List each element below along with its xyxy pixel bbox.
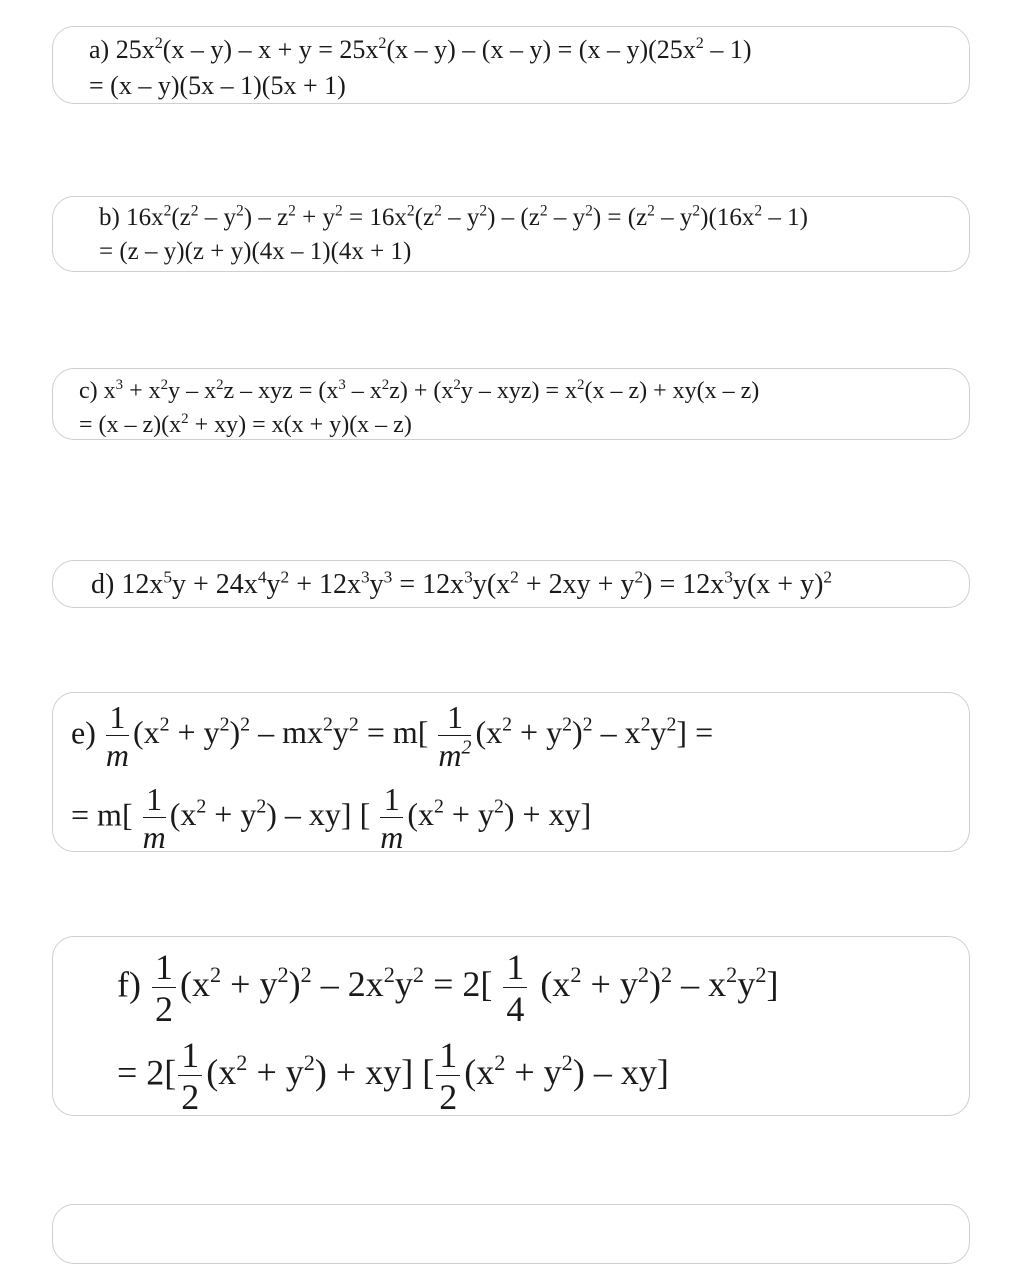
problem-f-label: f)	[117, 964, 141, 1005]
fraction-1-over-2: $\frac{1}{2}$	[152, 949, 176, 1027]
problem-a-line-2: = (x – y)(5x – 1)(5x + 1)	[89, 71, 346, 100]
problem-f-box	[52, 936, 970, 1116]
problem-d-line-1: d) $12x^5y + 24x^4y^2 + 12x^3y^3 = 12x^3y(x^2 + 2xy + y^2) = 12x^3y(x + y)^2$	[91, 567, 833, 600]
problem-f-line-1: f) $\frac{1}{2}$ $(x^2 + y^2)^2 - 2x^2y^2 = 2$[ $\frac{1}{4}$ $(x^2 + y^2)^2 - x^2y^2$]	[117, 947, 779, 1029]
fraction-1-over-2: $\frac{1}{2}$	[436, 1037, 460, 1115]
problem-b-line-2: = (z – y)(z + y)(4x – 1)(4x + 1)	[99, 238, 412, 265]
problem-d-box	[52, 560, 970, 608]
problem-e-line-1: e) $\frac{1}{m}$ $(x^2 + y^2)^2 - mx^2y^2 = m$[ $\frac{1}{m^2}$ $(x^2 + y^2)^2 - x^2y^2$] =	[71, 699, 714, 773]
fraction-1-over-m-squared: $\frac{1}{m^2}$	[438, 699, 472, 773]
fraction-1-over-m: $\frac{1}{m}$	[142, 781, 166, 855]
problem-b-line-1: b) $16x^2(z^2 - y^2) - z^2 + y^2 = 16x^2(z^2 - y^2) - (z^2 - y^2) = (z^2 - y^2)(16x^2 - 1)$	[99, 202, 808, 231]
problem-c-line-1: c) $x^3 + x^2y - x^2z$ – xyz = $(x^3 - x^2z) + (x^2y - xyz) = x^2(x - z) + xy(x - z)$	[79, 376, 760, 404]
problem-e-line-2: = m[ $\frac{1}{m}$ $(x^2 + y^2) - xy$] [ $\frac{1}{m}$ $(x^2 + y^2) + xy$]	[71, 781, 592, 855]
problem-e-label: e)	[71, 714, 96, 751]
problem-a-line-1: a) $25x^2(x - y) - x + y = 25x^2(x - y) - (x - y) = (x - y)(25x^2 - 1)$	[89, 35, 752, 64]
problem-f-line-2: = 2[ $\frac{1}{2}$ $(x^2 + y^2) + xy$] [ $\frac{1}{2}$ $(x^2 + y^2) - xy$]	[117, 1035, 669, 1117]
problem-b-box	[52, 196, 970, 272]
problem-a-box	[52, 26, 970, 104]
fraction-1-over-2: $\frac{1}{2}$	[178, 1037, 202, 1115]
problem-c-line-2: = $(x - z)(x^2 + xy) = x(x + y)(x - z)$	[79, 410, 412, 438]
fraction-1-over-m: $\frac{1}{m}$	[105, 699, 129, 773]
problem-e-box	[52, 692, 970, 855]
fraction-1-over-4: $\frac{1}{4}$	[503, 949, 527, 1027]
problem-c-box	[52, 368, 970, 440]
problem-g-box-partial	[52, 1204, 970, 1264]
fraction-1-over-m: $\frac{1}{m}$	[380, 781, 404, 855]
